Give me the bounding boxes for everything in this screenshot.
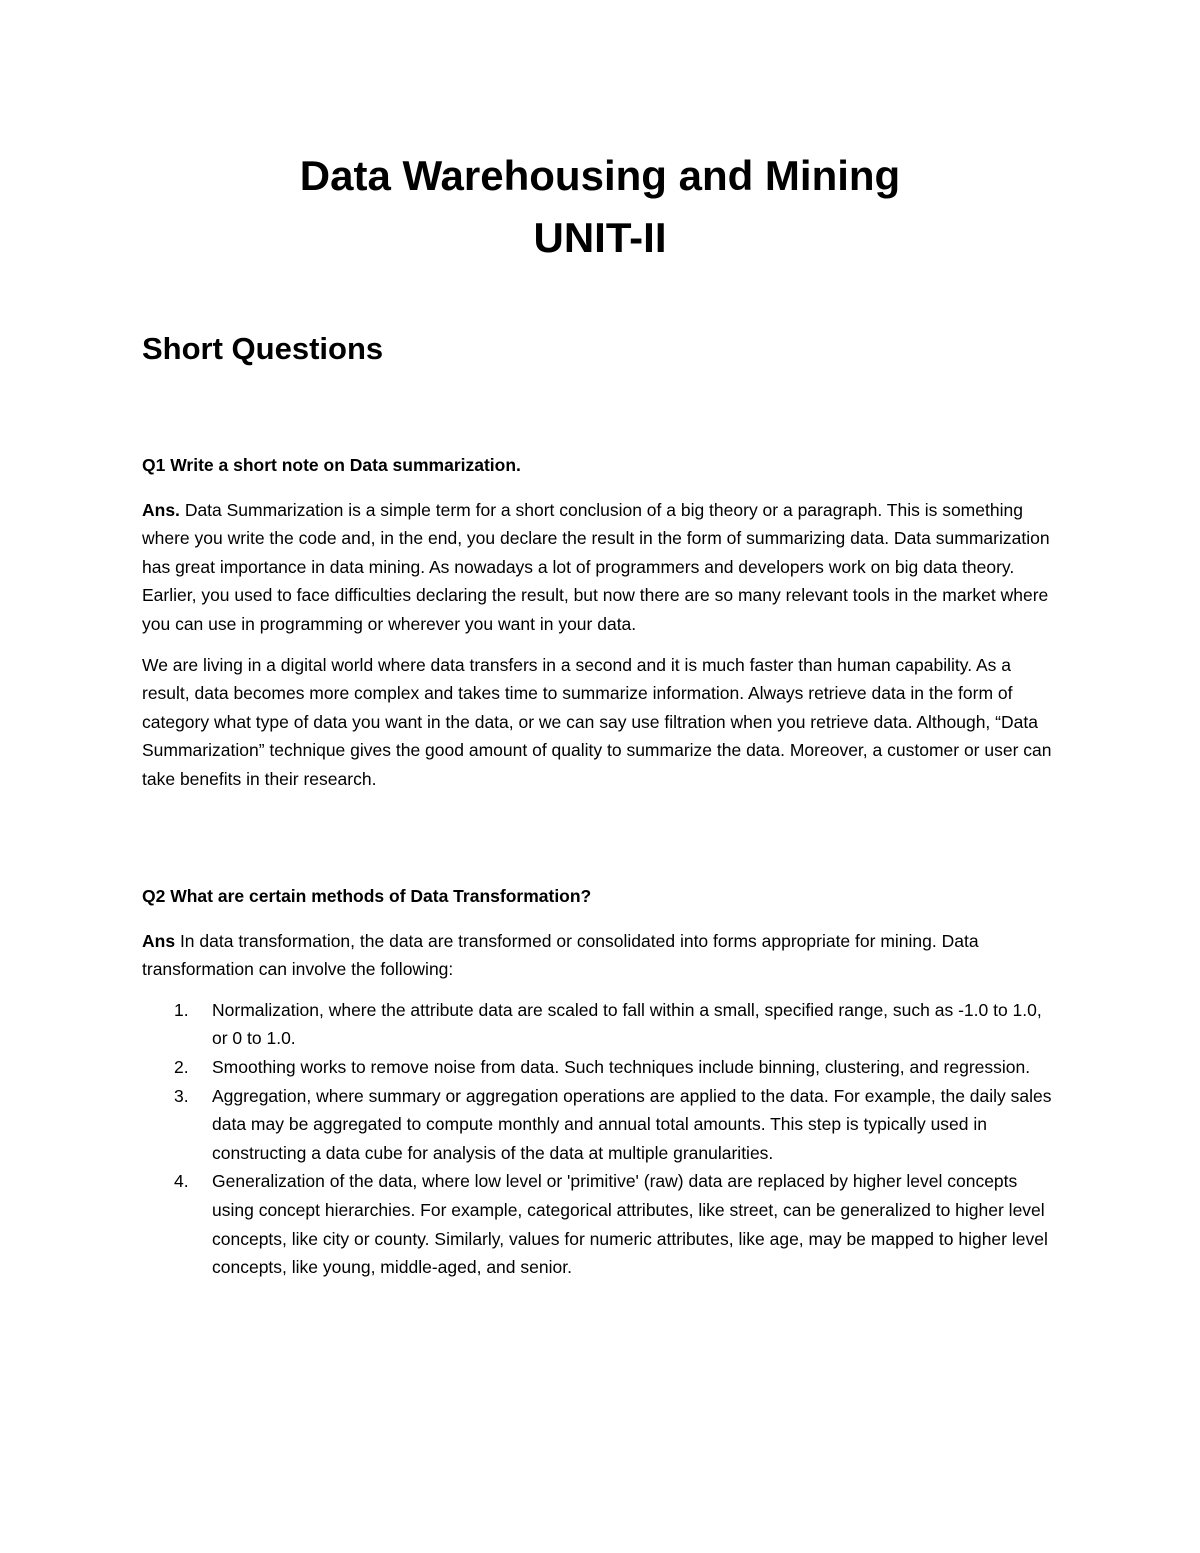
question-2: Q2 What are certain methods of Data Transformation? <box>142 886 592 906</box>
question-2-block <box>142 882 1062 1282</box>
document-title: Data Warehousing and Mining <box>299 152 901 199</box>
title-block <box>0 148 1200 266</box>
answer-2-label: Ans <box>142 930 176 951</box>
question-1: Q1 Write a short note on Data summarization. <box>142 455 521 475</box>
list-item-number: 3. <box>174 1085 189 1106</box>
answer-1-paragraph-1 <box>142 496 1062 639</box>
list-item <box>142 996 1062 1053</box>
answer-2-intro <box>142 927 1062 984</box>
list-item <box>142 1082 1062 1168</box>
list-item <box>142 1167 1062 1281</box>
document-unit: UNIT-II <box>533 214 667 261</box>
question-1-block <box>142 451 1062 806</box>
answer-2-text: In data transformation, the data are transformed or consolidated into forms appropriate for mining. Data transformation can involve the following: <box>142 930 979 980</box>
list-item-text: Aggregation, where summary or aggregation operations are applied to the data. For example, the daily sales data may be aggregated to compute monthly and annual total amounts. This step is typically used in constructing a data cube for analysis of the data at multiple granularities. <box>212 1085 1052 1163</box>
answer-1-label: Ans. <box>142 499 180 520</box>
list-item-number: 1. <box>174 999 189 1020</box>
transformation-methods-list <box>142 996 1062 1282</box>
list-item <box>142 1053 1062 1082</box>
list-item-number: 2. <box>174 1056 189 1077</box>
answer-1-text-1: Data Summarization is a simple term for a short conclusion of a big theory or a paragraph. This is something where you write the code and, in the end, you declare the result in the form of summarizing data. Data summarization has great importance in data mining. As nowadays a lot of programmers and developers work on big data theory. Earlier, you used to face difficulties declaring the result, but now there are so many relevant tools in the market where you can use in programming or wherever you want in your data. <box>142 499 1050 634</box>
list-item-text: Smoothing works to remove noise from data. Such techniques include binning, clustering, and regression. <box>212 1056 1031 1077</box>
section-heading: Short Questions <box>142 331 384 366</box>
list-item-text: Normalization, where the attribute data are scaled to fall within a small, specified range, such as -1.0 to 1.0, or 0 to 1.0. <box>212 999 1042 1049</box>
answer-1-paragraph-2: We are living in a digital world where data transfers in a second and it is much faster than human capability. As a result, data becomes more complex and takes time to summarize information. Always retrieve data in the form of category what type of data you want in the data, or we can say use filtration when you retrieve data. Although, “Data Summarization” technique gives the good amount of quality to summarize the data. Moreover, a customer or user can take benefits in their research. <box>142 654 1052 789</box>
list-item-text: Generalization of the data, where low level or 'primitive' (raw) data are replaced by higher level concepts using concept hierarchies. For example, categorical attributes, like street, can be generalized to higher level concepts, like city or county. Similarly, values for numeric attributes, like age, may be mapped to higher level concepts, like young, middle-aged, and senior. <box>212 1171 1048 1278</box>
list-item-number: 4. <box>174 1171 189 1192</box>
